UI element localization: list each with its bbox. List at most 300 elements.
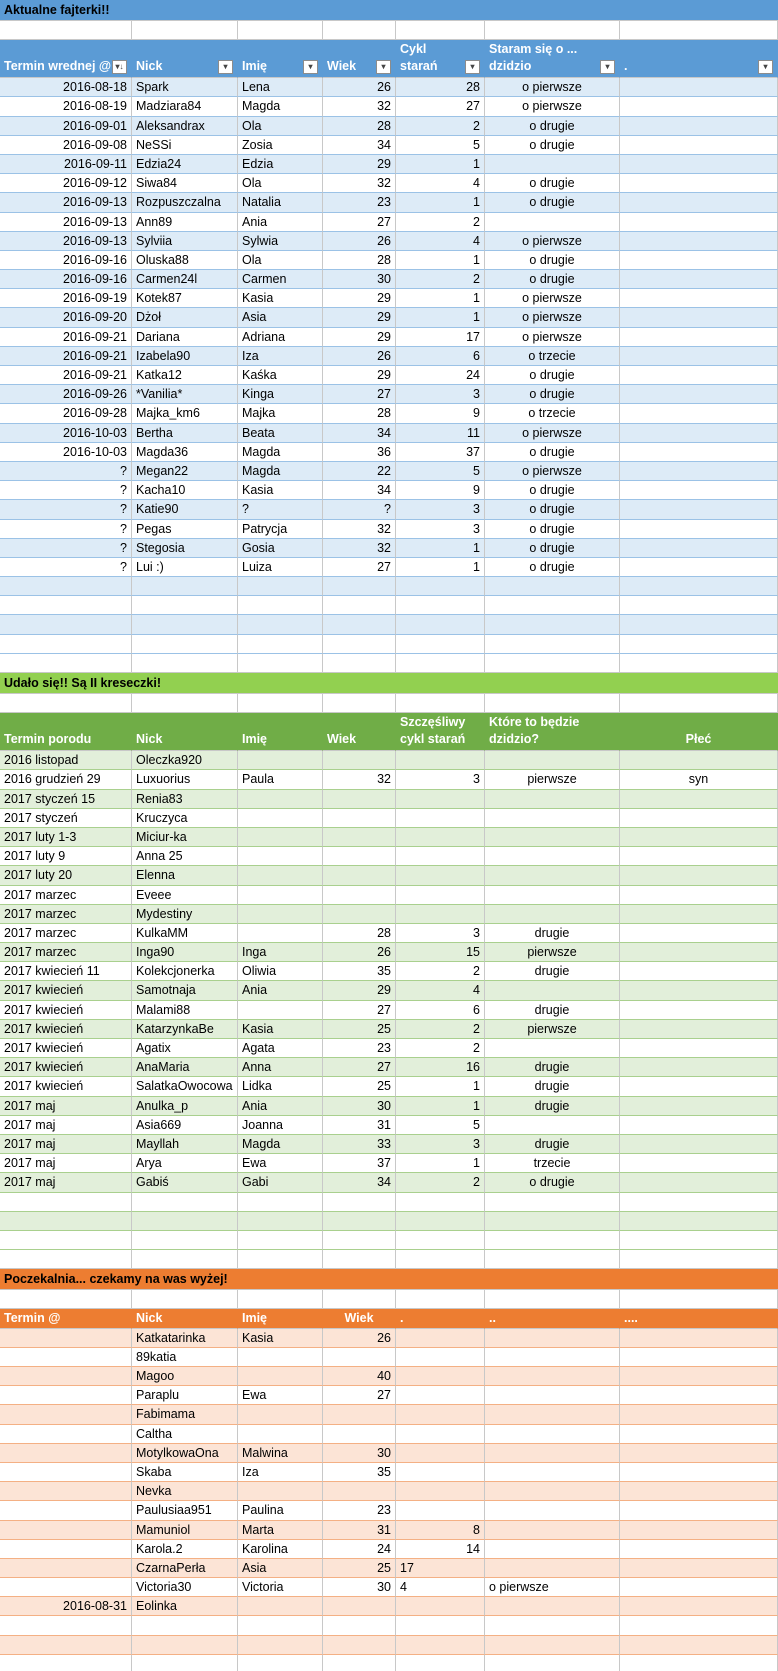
table-cell[interactable]: 25 [323,1020,396,1039]
empty-cell[interactable] [132,1231,238,1250]
table-cell[interactable]: Bertha [132,424,238,443]
table-cell[interactable] [396,1348,485,1367]
table-cell[interactable] [620,1097,778,1116]
empty-cell[interactable] [485,1231,620,1250]
table-cell[interactable]: Renia83 [132,790,238,809]
empty-cell[interactable] [238,1212,323,1231]
empty-cell[interactable] [485,1616,620,1635]
table-cell[interactable] [620,981,778,1000]
empty-cell[interactable] [132,21,238,40]
table-cell[interactable]: 4 [396,981,485,1000]
table-cell[interactable]: Oluska88 [132,251,238,270]
table-cell[interactable] [620,1578,778,1597]
table-cell[interactable]: Lidka [238,1077,323,1096]
empty-cell[interactable] [132,1616,238,1635]
empty-cell[interactable] [485,1655,620,1671]
table-cell[interactable] [620,366,778,385]
table-cell[interactable]: 16 [396,1058,485,1077]
table-cell[interactable]: Beata [238,424,323,443]
table-cell[interactable]: 32 [323,770,396,789]
table-cell[interactable] [620,847,778,866]
table-cell[interactable]: Kacha10 [132,481,238,500]
table-cell[interactable]: drugie [485,1077,620,1096]
empty-cell[interactable] [485,1193,620,1212]
table-cell[interactable] [485,1482,620,1501]
table-cell[interactable] [620,539,778,558]
table-cell[interactable]: Oliwia [238,962,323,981]
table-cell[interactable]: Mayllah [132,1135,238,1154]
table-cell[interactable] [620,443,778,462]
table-cell[interactable] [620,251,778,270]
table-cell[interactable]: Edzia24 [132,155,238,174]
table-cell[interactable]: 2016-09-28 [0,404,132,423]
table-cell[interactable]: Majka_km6 [132,404,238,423]
table-cell[interactable]: Iza [238,347,323,366]
empty-cell[interactable] [323,1636,396,1655]
table-cell[interactable]: Ola [238,117,323,136]
table-cell[interactable]: 32 [323,97,396,116]
empty-cell[interactable] [0,1636,132,1655]
table-cell[interactable] [323,886,396,905]
table-cell[interactable] [323,1597,396,1616]
empty-cell[interactable] [620,694,778,713]
table-cell[interactable]: 28 [323,404,396,423]
table-cell[interactable] [620,520,778,539]
empty-cell[interactable] [132,1212,238,1231]
table-cell[interactable]: 27 [396,97,485,116]
table-cell[interactable]: 40 [323,1367,396,1386]
table-cell[interactable] [620,155,778,174]
table-cell[interactable] [238,1001,323,1020]
table-cell[interactable] [323,809,396,828]
table-cell[interactable]: trzecie [485,1154,620,1173]
table-cell[interactable]: 2017 styczeń 15 [0,790,132,809]
table-cell[interactable]: Ewa [238,1154,323,1173]
table-cell[interactable] [620,213,778,232]
table-cell[interactable]: Elenna [132,866,238,885]
table-cell[interactable] [396,886,485,905]
empty-cell[interactable] [132,1636,238,1655]
table-cell[interactable] [485,1597,620,1616]
table-cell[interactable]: ? [0,558,132,577]
table-cell[interactable]: 17 [396,1559,485,1578]
table-cell[interactable]: Magoo [132,1367,238,1386]
table-cell[interactable] [485,1348,620,1367]
table-cell[interactable]: o drugie [485,558,620,577]
table-cell[interactable]: 2 [396,270,485,289]
table-cell[interactable]: AnaMaria [132,1058,238,1077]
table-cell[interactable]: KulkaMM [132,924,238,943]
table-cell[interactable]: ? [323,500,396,519]
table-cell[interactable]: 2016-09-19 [0,289,132,308]
table-cell[interactable]: 29 [323,155,396,174]
empty-cell[interactable] [238,615,323,634]
table-cell[interactable]: 2017 luty 9 [0,847,132,866]
table-cell[interactable]: Gosia [238,539,323,558]
empty-cell[interactable] [485,694,620,713]
table-cell[interactable] [0,1578,132,1597]
table-cell[interactable]: Sylwia [238,232,323,251]
table-cell[interactable]: Asia [238,308,323,327]
empty-cell[interactable] [0,1212,132,1231]
table-cell[interactable]: Paulina [238,1501,323,1520]
table-cell[interactable] [396,905,485,924]
table-cell[interactable]: Ania [238,981,323,1000]
table-cell[interactable]: o trzecie [485,347,620,366]
table-cell[interactable]: ? [0,500,132,519]
table-cell[interactable]: 1 [396,558,485,577]
table-cell[interactable]: 27 [323,1386,396,1405]
table-cell[interactable] [620,136,778,155]
empty-cell[interactable] [396,635,485,654]
table-cell[interactable]: o drugie [485,500,620,519]
table-cell[interactable] [620,905,778,924]
table-cell[interactable] [620,924,778,943]
table-cell[interactable]: drugie [485,924,620,943]
empty-cell[interactable] [238,1636,323,1655]
empty-cell[interactable] [238,1655,323,1671]
empty-cell[interactable] [396,1212,485,1231]
table-cell[interactable]: 2017 maj [0,1097,132,1116]
table-cell[interactable] [396,790,485,809]
table-cell[interactable] [0,1482,132,1501]
empty-cell[interactable] [238,577,323,596]
table-cell[interactable]: 1 [396,1154,485,1173]
table-cell[interactable]: 37 [323,1154,396,1173]
empty-cell[interactable] [485,1636,620,1655]
column-header[interactable] [396,713,485,751]
table-cell[interactable]: 2017 marzec [0,886,132,905]
table-cell[interactable]: Carmen [238,270,323,289]
column-header[interactable] [238,713,323,751]
empty-cell[interactable] [396,1616,485,1635]
empty-cell[interactable] [238,1616,323,1635]
table-cell[interactable]: Lena [238,78,323,97]
empty-cell[interactable] [396,1655,485,1671]
table-cell[interactable] [620,1405,778,1424]
table-cell[interactable]: 9 [396,481,485,500]
filter-dropdown-icon[interactable]: ▾ [376,60,391,74]
table-cell[interactable] [323,847,396,866]
table-cell[interactable] [485,828,620,847]
table-cell[interactable]: 32 [323,520,396,539]
table-cell[interactable]: o pierwsze [485,328,620,347]
table-cell[interactable] [0,1521,132,1540]
table-cell[interactable]: Patrycja [238,520,323,539]
empty-cell[interactable] [238,1231,323,1250]
table-cell[interactable] [396,809,485,828]
table-cell[interactable]: Rozpuszczalna [132,193,238,212]
table-cell[interactable] [485,1559,620,1578]
table-cell[interactable]: ? [0,539,132,558]
table-cell[interactable]: 3 [396,385,485,404]
table-cell[interactable]: 2016-09-13 [0,193,132,212]
column-header[interactable] [132,713,238,751]
table-cell[interactable]: ? [0,481,132,500]
table-cell[interactable]: 2017 styczeń [0,809,132,828]
table-cell[interactable]: 2017 kwiecień [0,981,132,1000]
table-cell[interactable]: Adriana [238,328,323,347]
table-cell[interactable]: Dariana [132,328,238,347]
table-cell[interactable]: 35 [323,1463,396,1482]
table-cell[interactable]: Eolinka [132,1597,238,1616]
table-cell[interactable] [620,404,778,423]
table-cell[interactable] [620,886,778,905]
empty-cell[interactable] [0,577,132,596]
empty-cell[interactable] [0,1290,132,1309]
empty-cell[interactable] [485,596,620,615]
table-cell[interactable]: Malami88 [132,1001,238,1020]
empty-cell[interactable] [132,1290,238,1309]
table-cell[interactable] [396,1482,485,1501]
filter-dropdown-icon[interactable]: ▾ [218,60,233,74]
table-cell[interactable]: 2016-09-01 [0,117,132,136]
table-cell[interactable]: Gabi [238,1173,323,1192]
empty-cell[interactable] [0,596,132,615]
filter-dropdown-icon[interactable]: ▾↓ [112,60,127,74]
table-cell[interactable]: KatarzynkaBe [132,1020,238,1039]
table-cell[interactable]: o pierwsze [485,1578,620,1597]
column-header[interactable] [620,40,778,78]
table-cell[interactable] [238,1348,323,1367]
table-cell[interactable]: Mydestiny [132,905,238,924]
table-cell[interactable]: 2 [396,1173,485,1192]
table-cell[interactable]: Kasia [238,289,323,308]
table-cell[interactable] [620,1135,778,1154]
table-cell[interactable]: Majka [238,404,323,423]
table-cell[interactable]: Victoria30 [132,1578,238,1597]
table-cell[interactable] [0,1405,132,1424]
table-cell[interactable]: Skaba [132,1463,238,1482]
table-cell[interactable] [0,1444,132,1463]
table-cell[interactable] [620,328,778,347]
table-cell[interactable] [485,1405,620,1424]
table-cell[interactable] [485,1444,620,1463]
table-cell[interactable]: 2017 maj [0,1154,132,1173]
empty-cell[interactable] [620,1231,778,1250]
table-cell[interactable] [620,809,778,828]
table-cell[interactable]: Spark [132,78,238,97]
table-cell[interactable]: 2017 kwiecień [0,1058,132,1077]
table-cell[interactable]: 3 [396,1135,485,1154]
table-cell[interactable] [0,1463,132,1482]
table-cell[interactable]: 31 [323,1116,396,1135]
table-cell[interactable]: drugie [485,1097,620,1116]
table-cell[interactable]: 32 [323,174,396,193]
table-cell[interactable]: 27 [323,385,396,404]
empty-cell[interactable] [396,654,485,673]
table-cell[interactable]: o pierwsze [485,289,620,308]
table-cell[interactable] [485,1501,620,1520]
table-cell[interactable]: 25 [323,1559,396,1578]
table-cell[interactable]: 2016-09-16 [0,270,132,289]
table-cell[interactable]: *Vanilia* [132,385,238,404]
table-cell[interactable]: o drugie [485,385,620,404]
table-cell[interactable] [485,905,620,924]
empty-cell[interactable] [0,615,132,634]
table-cell[interactable]: 2016-09-11 [0,155,132,174]
table-cell[interactable]: pierwsze [485,1020,620,1039]
table-cell[interactable]: drugie [485,962,620,981]
table-cell[interactable]: 2017 maj [0,1116,132,1135]
table-cell[interactable]: Zosia [238,136,323,155]
table-cell[interactable]: Agatix [132,1039,238,1058]
column-header[interactable] [132,40,238,78]
table-cell[interactable]: Oleczka920 [132,751,238,770]
table-cell[interactable]: 29 [323,328,396,347]
empty-cell[interactable] [238,596,323,615]
table-cell[interactable]: Ola [238,174,323,193]
table-cell[interactable] [620,1077,778,1096]
table-cell[interactable]: 1 [396,1077,485,1096]
table-cell[interactable]: Paula [238,770,323,789]
table-cell[interactable] [620,1058,778,1077]
table-cell[interactable]: o drugie [485,1173,620,1192]
table-cell[interactable] [620,962,778,981]
table-cell[interactable] [620,308,778,327]
table-cell[interactable] [620,1597,778,1616]
table-cell[interactable] [0,1540,132,1559]
table-cell[interactable]: 6 [396,1001,485,1020]
table-cell[interactable]: 15 [396,943,485,962]
empty-cell[interactable] [0,1250,132,1269]
table-cell[interactable]: Fabimama [132,1405,238,1424]
table-cell[interactable]: Arya [132,1154,238,1173]
column-header[interactable] [323,40,396,78]
table-cell[interactable] [485,1521,620,1540]
table-cell[interactable] [620,289,778,308]
table-cell[interactable]: 27 [323,558,396,577]
empty-cell[interactable] [323,615,396,634]
table-cell[interactable]: drugie [485,1135,620,1154]
table-cell[interactable] [620,1386,778,1405]
table-cell[interactable]: o drugie [485,539,620,558]
table-cell[interactable]: pierwsze [485,770,620,789]
empty-cell[interactable] [323,1212,396,1231]
table-cell[interactable]: o pierwsze [485,78,620,97]
table-cell[interactable] [485,1367,620,1386]
table-cell[interactable]: Kruczyca [132,809,238,828]
table-cell[interactable]: 23 [323,1039,396,1058]
table-cell[interactable] [485,1116,620,1135]
table-cell[interactable]: 30 [323,1097,396,1116]
empty-cell[interactable] [620,654,778,673]
table-cell[interactable]: Nevka [132,1482,238,1501]
empty-cell[interactable] [323,577,396,596]
table-cell[interactable] [485,866,620,885]
table-cell[interactable]: 17 [396,328,485,347]
table-cell[interactable] [620,790,778,809]
table-cell[interactable] [620,193,778,212]
empty-cell[interactable] [485,1212,620,1231]
table-cell[interactable]: Lui :) [132,558,238,577]
table-cell[interactable]: 2016 listopad [0,751,132,770]
table-cell[interactable]: ? [0,462,132,481]
empty-cell[interactable] [132,577,238,596]
table-cell[interactable]: Luiza [238,558,323,577]
empty-cell[interactable] [323,21,396,40]
table-cell[interactable] [620,751,778,770]
table-cell[interactable]: 3 [396,520,485,539]
table-cell[interactable]: o drugie [485,251,620,270]
empty-cell[interactable] [238,1193,323,1212]
table-cell[interactable] [620,424,778,443]
table-cell[interactable]: Joanna [238,1116,323,1135]
table-cell[interactable] [485,886,620,905]
column-header[interactable]: Imię [238,1309,323,1328]
table-cell[interactable]: 26 [323,943,396,962]
table-cell[interactable] [238,1482,323,1501]
table-cell[interactable]: 36 [323,443,396,462]
table-cell[interactable]: 30 [323,1578,396,1597]
table-cell[interactable] [396,1386,485,1405]
table-cell[interactable]: 89katia [132,1348,238,1367]
table-cell[interactable] [238,1425,323,1444]
table-cell[interactable]: 6 [396,347,485,366]
table-cell[interactable]: 2016-09-13 [0,213,132,232]
table-cell[interactable] [620,1001,778,1020]
table-cell[interactable]: Samotnaja [132,981,238,1000]
empty-cell[interactable] [323,1231,396,1250]
table-cell[interactable]: 2017 luty 1-3 [0,828,132,847]
filter-dropdown-icon[interactable]: ▾ [758,60,773,74]
table-cell[interactable]: 24 [323,1540,396,1559]
table-cell[interactable]: Miciur-ka [132,828,238,847]
table-cell[interactable]: o pierwsze [485,308,620,327]
table-cell[interactable] [323,1482,396,1501]
table-cell[interactable]: 1 [396,308,485,327]
empty-cell[interactable] [620,596,778,615]
table-cell[interactable] [620,1559,778,1578]
table-cell[interactable] [485,981,620,1000]
filter-dropdown-icon[interactable]: ▾ [303,60,318,74]
table-cell[interactable]: 2017 kwiecień [0,1077,132,1096]
table-cell[interactable] [238,1405,323,1424]
table-cell[interactable]: 31 [323,1521,396,1540]
table-cell[interactable]: 30 [323,270,396,289]
column-header[interactable] [0,713,132,751]
table-cell[interactable]: o pierwsze [485,232,620,251]
table-cell[interactable] [620,174,778,193]
table-cell[interactable] [323,828,396,847]
table-cell[interactable]: Eveee [132,886,238,905]
table-cell[interactable] [396,1444,485,1463]
table-cell[interactable]: 4 [396,174,485,193]
table-cell[interactable]: Izabela90 [132,347,238,366]
empty-cell[interactable] [620,21,778,40]
table-cell[interactable]: 2016-08-31 [0,1597,132,1616]
table-cell[interactable]: 2016-09-20 [0,308,132,327]
empty-cell[interactable] [238,654,323,673]
table-cell[interactable]: Inga90 [132,943,238,962]
table-cell[interactable]: ? [238,500,323,519]
table-cell[interactable]: Magda [238,1135,323,1154]
table-cell[interactable]: 28 [323,117,396,136]
empty-cell[interactable] [485,615,620,634]
empty-cell[interactable] [396,577,485,596]
table-cell[interactable]: 2 [396,117,485,136]
table-cell[interactable]: Katkatarinka [132,1329,238,1348]
table-cell[interactable] [396,1425,485,1444]
table-cell[interactable]: Ania [238,1097,323,1116]
table-cell[interactable]: 23 [323,193,396,212]
table-cell[interactable]: Madziara84 [132,97,238,116]
table-cell[interactable] [620,500,778,519]
table-cell[interactable]: Natalia [238,193,323,212]
table-cell[interactable] [0,1367,132,1386]
table-cell[interactable]: o drugie [485,481,620,500]
table-cell[interactable]: 2017 kwiecień [0,1020,132,1039]
